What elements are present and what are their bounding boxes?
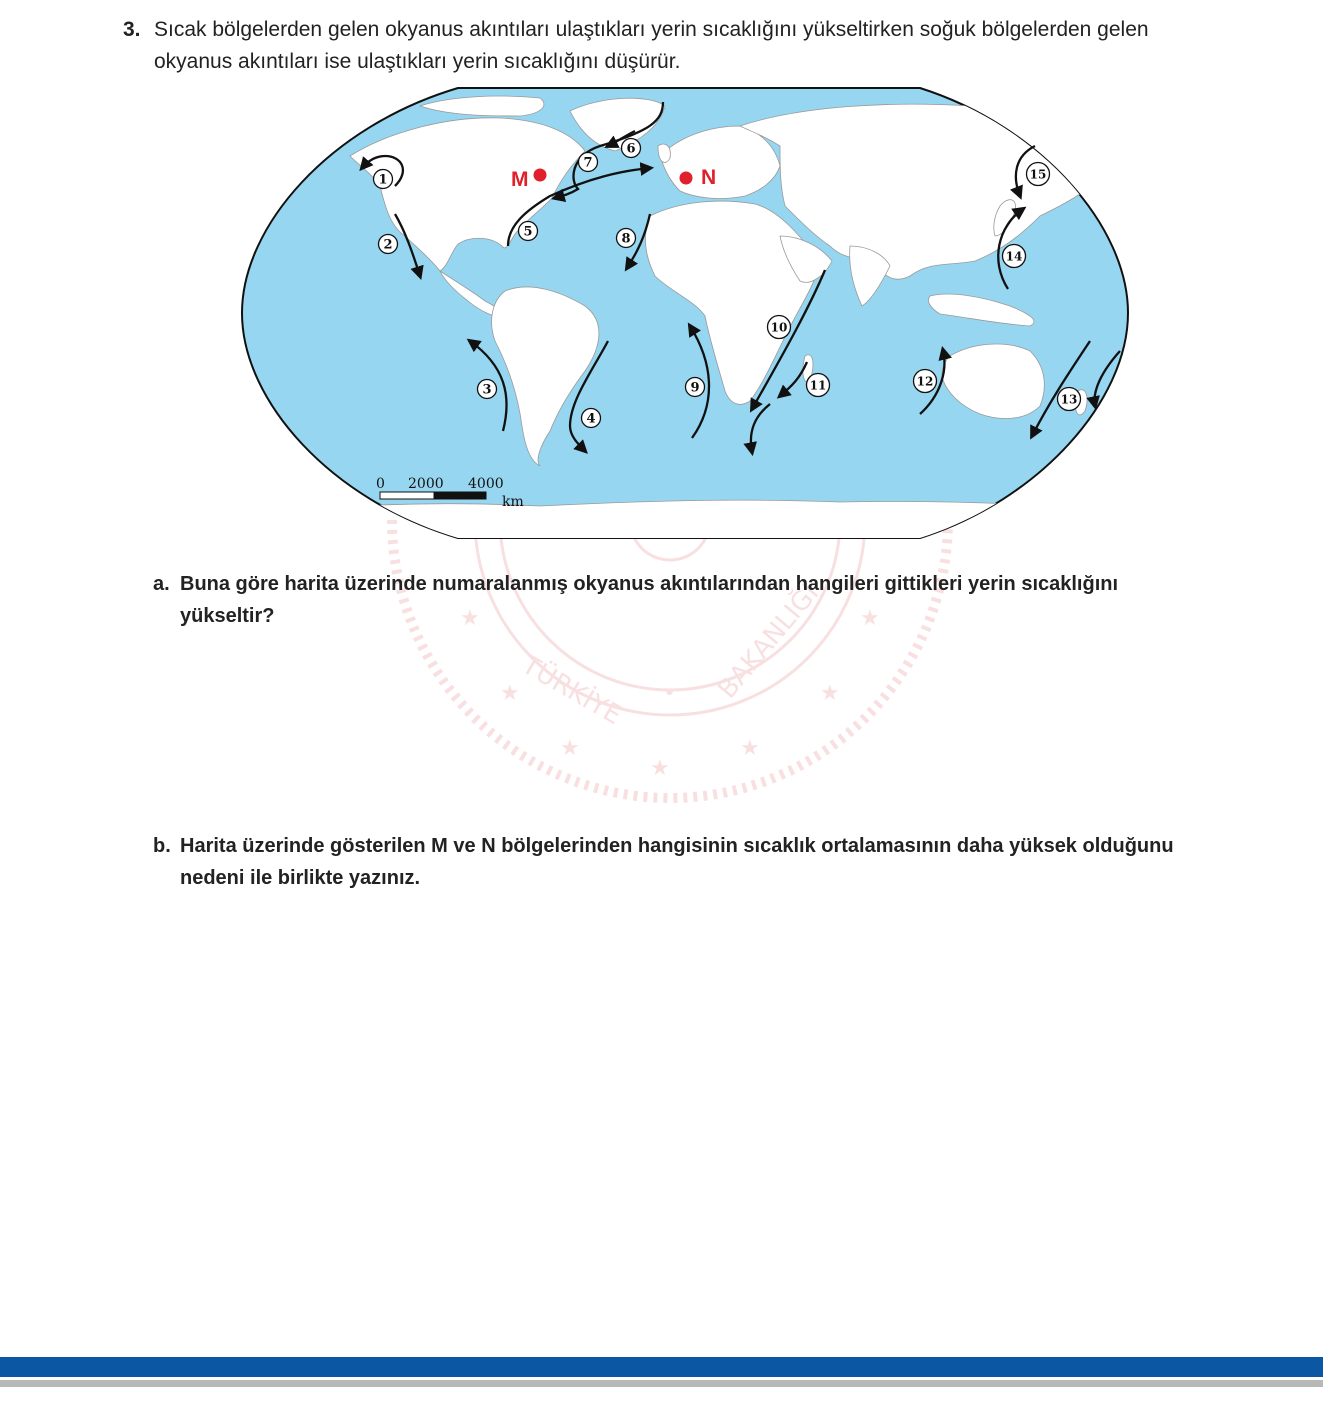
scale-bar-white: [380, 492, 434, 499]
svg-text:★: ★: [860, 606, 880, 631]
point-m-marker: [534, 169, 547, 182]
current-label-8: 8: [621, 231, 631, 247]
svg-text:★: ★: [820, 681, 840, 706]
sub-question-b-letter: b.: [153, 835, 171, 857]
world-ocean-currents-map: [240, 86, 1130, 540]
svg-text:★: ★: [460, 606, 480, 631]
current-label-9: 9: [690, 380, 700, 396]
svg-text:★: ★: [560, 736, 580, 761]
antarctica: [240, 500, 1130, 540]
scale-bar-black: [434, 492, 486, 499]
current-label-12: 12: [916, 374, 934, 389]
svg-text:★: ★: [650, 756, 670, 781]
question-text: Sıcak bölgelerden gelen okyanus akıntıları ulaştıkları yerin sıcaklığını yükseltirken soğuk bölgelerden gelen okyanus akıntıları ise ulaştıkları yerin sıcaklığını düşürür.: [154, 18, 1149, 73]
current-label-2: 2: [383, 237, 393, 253]
current-label-1: 1: [378, 172, 388, 188]
question-number: 3.: [123, 18, 141, 41]
watermark-top-text: BAKANLIĞI: [712, 578, 825, 705]
svg-text:★: ★: [740, 736, 760, 761]
current-label-6: 6: [626, 141, 636, 157]
current-label-15: 15: [1029, 167, 1047, 182]
footer-blue-bar: [0, 1357, 1323, 1377]
watermark-bottom-text: TÜRKİYE: [516, 650, 627, 732]
point-n-marker: [680, 172, 693, 185]
svg-text:★: ★: [500, 681, 520, 706]
current-label-11: 11: [809, 378, 827, 393]
current-label-10: 10: [770, 320, 788, 335]
sub-question-a-letter: a.: [153, 573, 170, 595]
current-label-4: 4: [586, 411, 596, 427]
sub-question-b-text: Harita üzerinde gösterilen M ve N bölgelerinden hangisinin sıcaklık ortalamasının daha yüksek olduğunu nedeni ile birlikte yazınız.: [180, 835, 1174, 889]
point-n-label: N: [701, 166, 717, 189]
current-label-13: 13: [1060, 392, 1078, 407]
point-m-label: M: [511, 168, 529, 191]
scale-mid: 2000: [408, 476, 444, 492]
sub-question-a-text: Buna göre harita üzerinde numaralanmış okyanus akıntılarından hangileri gittikleri yerin sıcaklığını yükseltir?: [180, 573, 1119, 627]
footer-grey-bar: [0, 1380, 1323, 1387]
scale-unit: km: [502, 494, 524, 510]
current-label-14: 14: [1005, 249, 1023, 264]
scale-zero: 0: [376, 476, 385, 492]
scale-max: 4000: [468, 476, 504, 492]
svg-text:•: •: [663, 681, 676, 706]
current-label-7: 7: [583, 155, 593, 171]
current-label-3: 3: [482, 382, 492, 398]
current-label-5: 5: [523, 224, 533, 240]
